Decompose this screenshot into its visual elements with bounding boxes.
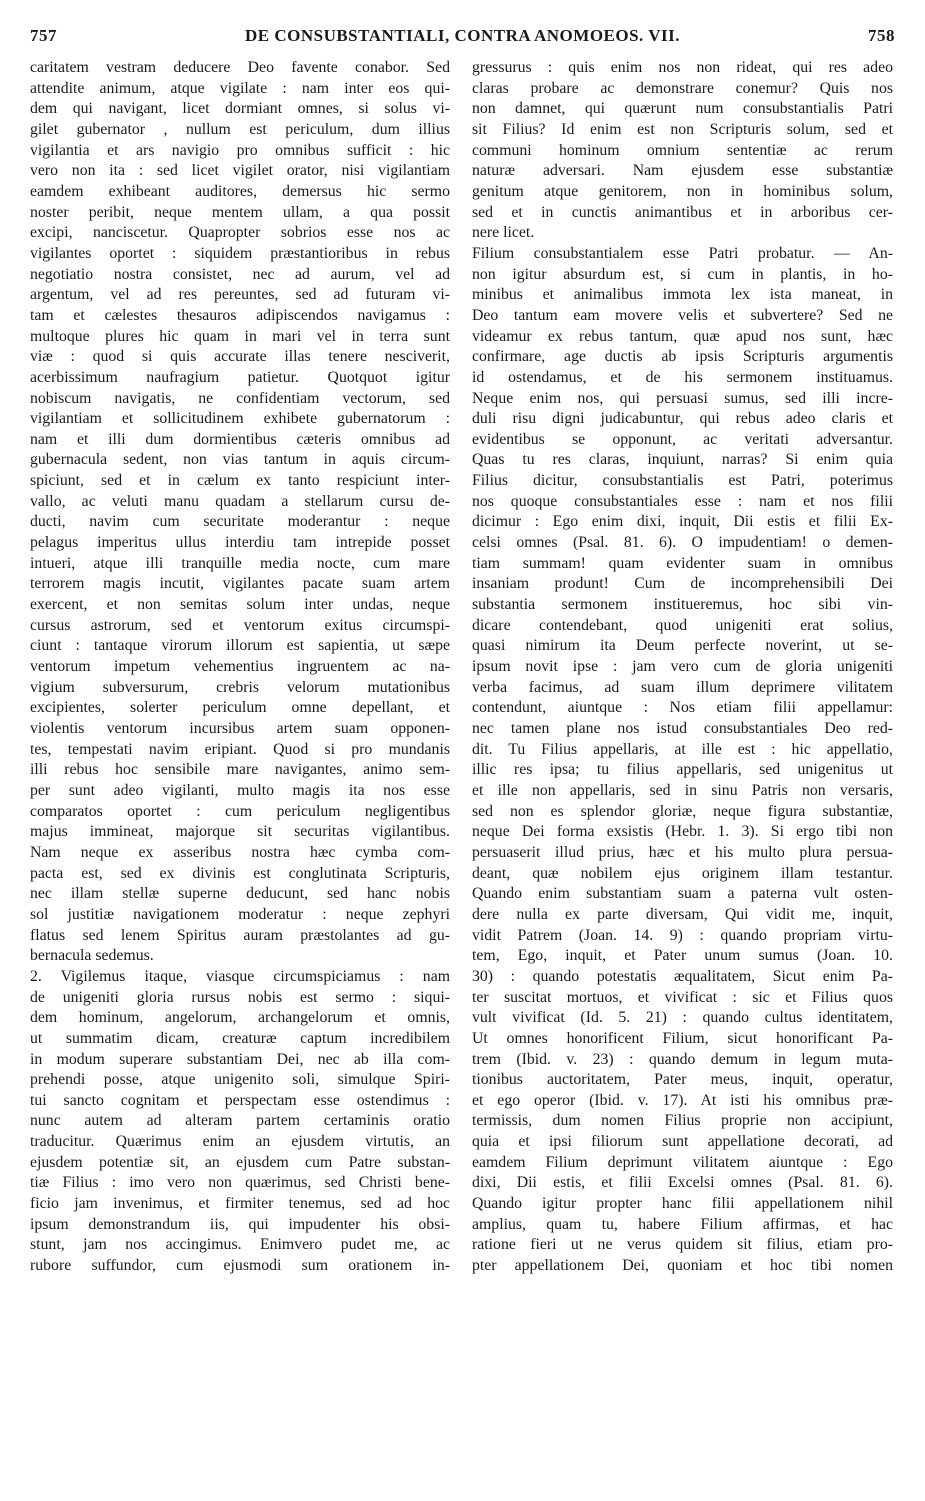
text-line: eamdem Filium deprimunt vilitatem aiuntque : Ego	[472, 1153, 893, 1171]
text-line: sed et in cunctis animantibus et in arboribus cer-	[472, 203, 893, 221]
text-line: insaniam produnt! Cum de incomprehensibili Dei	[472, 575, 893, 593]
text-line: de unigeniti gloria rursus nobis est sermo : siqui-	[30, 988, 450, 1006]
text-line: neque Dei forma exsistis (Hebr. 1. 3). Si ergo tibi non	[472, 823, 893, 841]
text-line: vigilantes oportet : siquidem præstantioribus in rebus	[30, 244, 450, 262]
text-line: dixi, Dii estis, et filii Excelsi omnes (Psal. 81. 6).	[472, 1174, 893, 1192]
text-line: nam et illi dum dormientibus cæteris omnibus ad	[30, 430, 450, 448]
text-line: nunc autem ad alteram partem certaminis oratio	[30, 1112, 450, 1130]
text-line: ejusdem potentiæ sit, an ejusdem cum Patre substan-	[30, 1153, 450, 1171]
text-line: cursus astrorum, sed et ventorum exitus circumspi-	[30, 616, 450, 634]
text-line: flatus sed lenem Spiritus auram præstolantes ad gu-	[30, 926, 450, 944]
running-title: DE CONSUBSTANTIALI, CONTRA ANOMOEOS. VII.	[244, 26, 681, 45]
text-line: termissis, dum nomen Filius proprie non accipiunt,	[472, 1112, 893, 1130]
text-line: ficio jam invenimus, et firmiter tenemus, sed ad hoc	[30, 1195, 450, 1213]
text-line: exercent, et non semitas solum inter undas, neque	[30, 596, 450, 614]
text-line: claras probare ac demonstrare conemur? Quis nos	[472, 79, 893, 97]
text-line: excipientes, solerter periculum omne depellant, et	[30, 699, 450, 717]
text-line: tiæ Filius : imo vero non quærimus, sed Christi bene-	[30, 1174, 450, 1192]
text-column-left	[30, 58, 450, 1277]
text-line: 2. Vigilemus itaque, viasque circumspiciamus : nam	[30, 967, 450, 985]
text-line: eamdem exhibeant auditores, demersus hic sermo	[30, 182, 450, 200]
text-line: caritatem vestram deducere Deo favente conabor. Sed	[30, 59, 450, 76]
text-line: naturæ adversari. Nam ejusdem esse substantiæ	[472, 162, 893, 180]
text-line: illi rebus hoc sensibile mare navigantes, animo sem-	[30, 761, 450, 779]
text-line: ratione fieri ut ne verus quidem sit filius, etiam pro-	[472, 1236, 893, 1254]
text-line: non damnet, qui quærunt num consubstantialis Patri	[472, 100, 893, 118]
text-line: dem qui navigant, licet dormiant omnes, si solus vi-	[30, 100, 450, 118]
text-line: et ego operor (Ibid. v. 17). At isti his omnibus præ-	[472, 1091, 893, 1109]
text-line: dem hominum, angelorum, archangelorum et omnis,	[30, 1009, 450, 1027]
text-line: in modum superare substantiam Dei, nec ab illa com-	[30, 1050, 450, 1068]
text-line: Quas tu res claras, inquiunt, narras? Si enim quia	[472, 451, 893, 469]
text-line: vallo, ac veluti manu quadam a stellarum cursu de-	[30, 492, 450, 510]
text-line: Nam neque ex asseribus nostra hæc cymba com-	[30, 843, 450, 861]
text-line: Quando enim substantiam suam a paterna vult osten-	[472, 885, 893, 903]
text-line: 30) : quando potestatis æqualitatem, Sicut enim Pa-	[472, 967, 893, 985]
text-line: contendunt, aiuntque : Nos etiam filii appellamur:	[472, 699, 893, 717]
text-line: noster peribit, neque mentem ullam, a qua possit	[30, 203, 450, 221]
text-line: ciunt : tantaque virorum illorum est sapientia, ut sæpe	[30, 637, 450, 655]
text-line: confirmare, age ductis ab ipsis Scripturis argumentis	[472, 348, 893, 366]
text-line: ipsum novit ipse : jam vero cum de gloria unigeniti	[472, 658, 893, 676]
text-line: comparatos oportet : cum periculum negligentibus	[30, 802, 450, 820]
text-line: evidentibus se opponunt, ac veritati adversantur.	[472, 430, 893, 448]
text-line: verba facimus, ad suam illum deprimere vilitatem	[472, 678, 893, 696]
text-line: spiciunt, sed et in cælum ex tanto respiciunt inter-	[30, 472, 450, 490]
text-line: tem, Ego, inquit, et Pater unum sumus (Joan. 10.	[472, 947, 893, 965]
text-line: viæ : quod si quis accurate illas tenere nesciverit,	[30, 348, 450, 366]
text-line: vidit Patrem (Joan. 14. 9) : quando propriam virtu-	[472, 926, 893, 944]
text-line: excipi, nanciscetur. Quapropter sobrios esse nos ac	[30, 224, 450, 242]
text-line: stunt, jam nos accingimus. Enimvero pudet me, ac	[30, 1236, 450, 1254]
text-line: id ostendamus, et de his sermonem instituamus.	[472, 368, 893, 386]
text-line: Deo tantum eam movere velis et subvertere? Sed ne	[472, 306, 893, 324]
text-line: dit. Tu Filius appellaris, at ille est : hic appellatio,	[472, 740, 893, 758]
text-line: et ille non appellaris, sed in sinu Patris non versaris,	[472, 781, 893, 799]
text-line: dicare contendebant, quod unigeniti erat solius,	[472, 616, 893, 634]
text-line: sit Filius? Id enim est non Scripturis solum, sed et	[472, 120, 893, 138]
text-line: genitum atque genitorem, non in hominibus solum,	[472, 182, 893, 200]
text-line: vult vivificat (Id. 5. 21) : quando cultus identitatem,	[472, 1009, 893, 1027]
text-line: ut summatim dicam, creaturæ captum incredibilem	[30, 1029, 450, 1047]
text-line: sed non es splendor gloriæ, neque figura substantiæ,	[472, 802, 893, 820]
text-line: gilet gubernator , nullum est periculum, dum illius	[30, 120, 450, 138]
text-line: vigilantiam et sollicitudinem exhibete gubernatorum :	[30, 410, 450, 428]
text-line: nere licet.	[472, 224, 535, 242]
text-line: negotiatio nostra consistet, nec ad aurum, vel ad	[30, 265, 450, 283]
text-line: violentis ventorum incursibus artem suam opponen-	[30, 720, 450, 737]
text-line: dere nulla ex parte diversam, Qui vidit me, inquit,	[472, 905, 893, 923]
text-line: nec illam stellæ superne deducunt, sed hanc nobis	[30, 885, 450, 903]
text-line: terrorem magis incutit, vigilantes pacate suam artem	[30, 575, 450, 593]
text-line: vigilantia et ars navigio pro omnibus sufficit : hic	[30, 141, 450, 159]
text-line: attendite animum, atque vigilate : nam inter eos qui-	[30, 79, 450, 97]
text-line: quasi nimirum ita Deum perfecte noverint, ut se-	[472, 637, 893, 655]
text-line: videamur ex rebus tantum, quæ apud nos sunt, hæc	[472, 327, 893, 345]
text-line: tionibus auctoritatem, Pater meus, inquit, operatur,	[472, 1071, 893, 1089]
text-line: nec tamen plane nos istud consubstantiales Deo red-	[472, 720, 893, 737]
text-line: trem (Ibid. v. 23) : quando demum in legum muta-	[472, 1050, 893, 1068]
text-line: tui sancto cognitam et perspectam esse ostendimus :	[30, 1091, 450, 1109]
text-line: multoque plures hic quam in mari vel in terra sunt	[30, 327, 450, 345]
text-line: duli risu digni judicabuntur, qui rebus adeo claris et	[472, 410, 893, 428]
text-line: pelagus imperitus ullus interdiu tam intrepide posset	[30, 534, 450, 552]
text-line: traducitur. Quærimus enim an ejusdem virtutis, an	[30, 1133, 450, 1151]
text-line: nos quoque consubstantiales esse : nam et nos filii	[472, 492, 893, 510]
text-line: communi hominum omnium sententiæ ac rerum	[472, 141, 893, 159]
text-line: Ut omnes honorificent Filium, sicut honorificant Pa-	[472, 1029, 893, 1047]
text-column-right	[472, 58, 893, 1277]
text-line: vero non ita : sed licet vigilet orator, nisi vigilantiam	[30, 162, 450, 180]
text-line: nobiscum navigatis, ne confidentiam vectorum, sed	[30, 389, 450, 407]
page-header	[0, 0, 925, 52]
text-line: illic res ipsa; tu filius appellaris, sed unigenitus ut	[472, 761, 893, 779]
text-line: pacta est, sed ex divinis est conglutinata Scripturis,	[30, 864, 450, 882]
text-line: gubernacula sedent, non vias tantum in aquis circum-	[30, 451, 450, 469]
text-line: ipsum demonstrandum iis, qui impudenter his obsi-	[30, 1215, 450, 1233]
text-line: persuaserit illud prius, hæc et his multo plura persua-	[472, 843, 893, 861]
text-line: acerbissimum naufragium patietur. Quotquot igitur	[30, 368, 450, 386]
text-line: tam et cælestes thesauros adipiscendos navigamus :	[30, 306, 450, 324]
text-line: ter suscitat mortuos, et vivificat : sic et Filius quos	[472, 988, 893, 1006]
text-line: deant, quæ nobilem ejus originem illam testantur.	[472, 864, 893, 882]
text-line: argentum, vel ad res pereuntes, sed ad futuram vi-	[30, 286, 450, 304]
text-line: bernacula sedemus.	[30, 947, 154, 965]
text-line: non igitur absurdum est, si cum in plantis, in ho-	[472, 265, 893, 283]
text-line: dicimur : Ego enim dixi, inquit, Dii estis et filii Ex-	[472, 513, 893, 531]
text-line: vigium subversurum, crebris velorum mutationibus	[30, 678, 450, 696]
text-line: amplius, quam tu, habere Filium affirmas, et hac	[472, 1215, 893, 1233]
text-line: intueri, atque illi tranquille media nocte, cum mare	[30, 554, 450, 572]
text-line: Quando igitur propter hanc filii appellationem nihil	[472, 1195, 893, 1213]
page-number-left: 757	[30, 26, 57, 45]
text-line: ventorum impetum vehementius ingruentem ac na-	[30, 658, 450, 676]
text-line: Filium consubstantialem esse Patri probatur. — An-	[472, 244, 893, 262]
text-line: majus immineat, majorque sit securitas vigilantibus.	[30, 823, 450, 841]
text-line: ducti, navim cum securitate moderantur : neque	[30, 513, 450, 531]
text-line: substantia sermonem institueremus, hoc sibi vin-	[472, 596, 893, 614]
text-line: sol justitiæ navigationem moderatur : neque zephyri	[30, 905, 450, 923]
page-number-right: 758	[868, 26, 895, 45]
text-line: per sunt adeo vigilanti, multo magis ita nos esse	[30, 781, 450, 799]
text-line: prehendi posse, atque unigenito soli, simulque Spiri-	[30, 1071, 450, 1089]
text-line: minibus et animalibus immota lex ista maneat, in	[472, 286, 893, 304]
text-line: rubore suffundor, cum ejusmodi sum orationem in-	[30, 1257, 450, 1275]
text-line: quia et ipsi filiorum sunt appellatione decorati, ad	[472, 1133, 893, 1151]
text-line: gressurus : quis enim nos non rideat, qui res adeo	[472, 59, 893, 76]
text-line: tiam summam! quam evidenter suam in omnibus	[472, 554, 893, 572]
text-line: Filius dicitur, consubstantialis est Patri, poterimus	[472, 472, 893, 490]
text-line: tes, tempestati navim eripiant. Quod si pro mundanis	[30, 740, 450, 758]
text-line: celsi omnes (Psal. 81. 6). O impudentiam! o demen-	[472, 534, 893, 552]
text-line: Neque enim nos, qui persuasi sumus, sed illi incre-	[472, 389, 893, 407]
text-line: pter appellationem Dei, quoniam et hoc tibi nomen	[472, 1257, 893, 1275]
